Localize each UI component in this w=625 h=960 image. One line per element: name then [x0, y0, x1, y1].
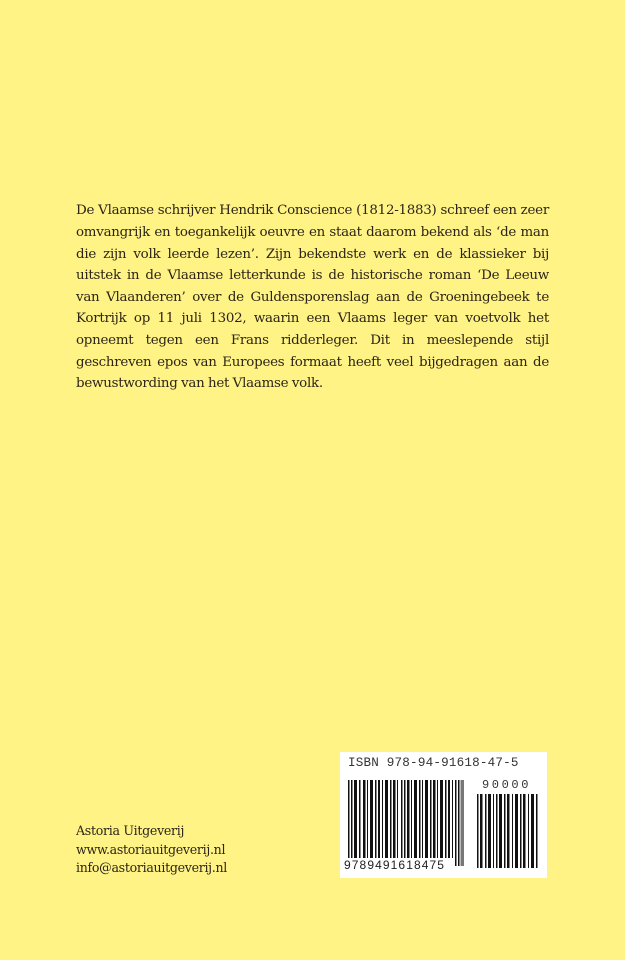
publisher-name: Astoria Uitgeverij: [76, 823, 185, 838]
book-blurb: De Vlaamse schrijver Hendrik Conscience (1812-1883) schreef een zeer omvangrijk en toegankelijk oeuvre en staat daarom bekend als ‘de man die zijn volk leerde lezen’. Zijn bekendste werk en de klassieker bij uitstek in de Vlaamse letterkunde is de historische roman ‘De Leeuw van Vlaanderen’ over de Guldensporenslag aan de Groeningebeek te Kortrijk op 11 juli 1302, waarin een Vlaams leger van voetvolk het opneemt tegen een Frans ridderleger. Dit in meeslepende stijl geschreven epos van Europees formaat heeft veel bijgedragen aan de bewustwording van het Vlaamse volk.: [76, 203, 549, 392]
isbn-label: ISBN 978-94-91618-47-5: [348, 756, 519, 770]
price-addon-bars-icon: [476, 794, 540, 868]
publisher-email: info@astoriauitgeverij.nl: [76, 860, 228, 875]
isbn-barcode: [340, 752, 547, 878]
publisher-info: [76, 822, 227, 878]
price-addon-label: 90000: [482, 778, 532, 792]
publisher-website: www.astoriauitgeverij.nl: [76, 841, 226, 857]
ean-digits: 9789491618475: [344, 858, 446, 872]
ean-barcode-bars-icon: [346, 780, 466, 866]
